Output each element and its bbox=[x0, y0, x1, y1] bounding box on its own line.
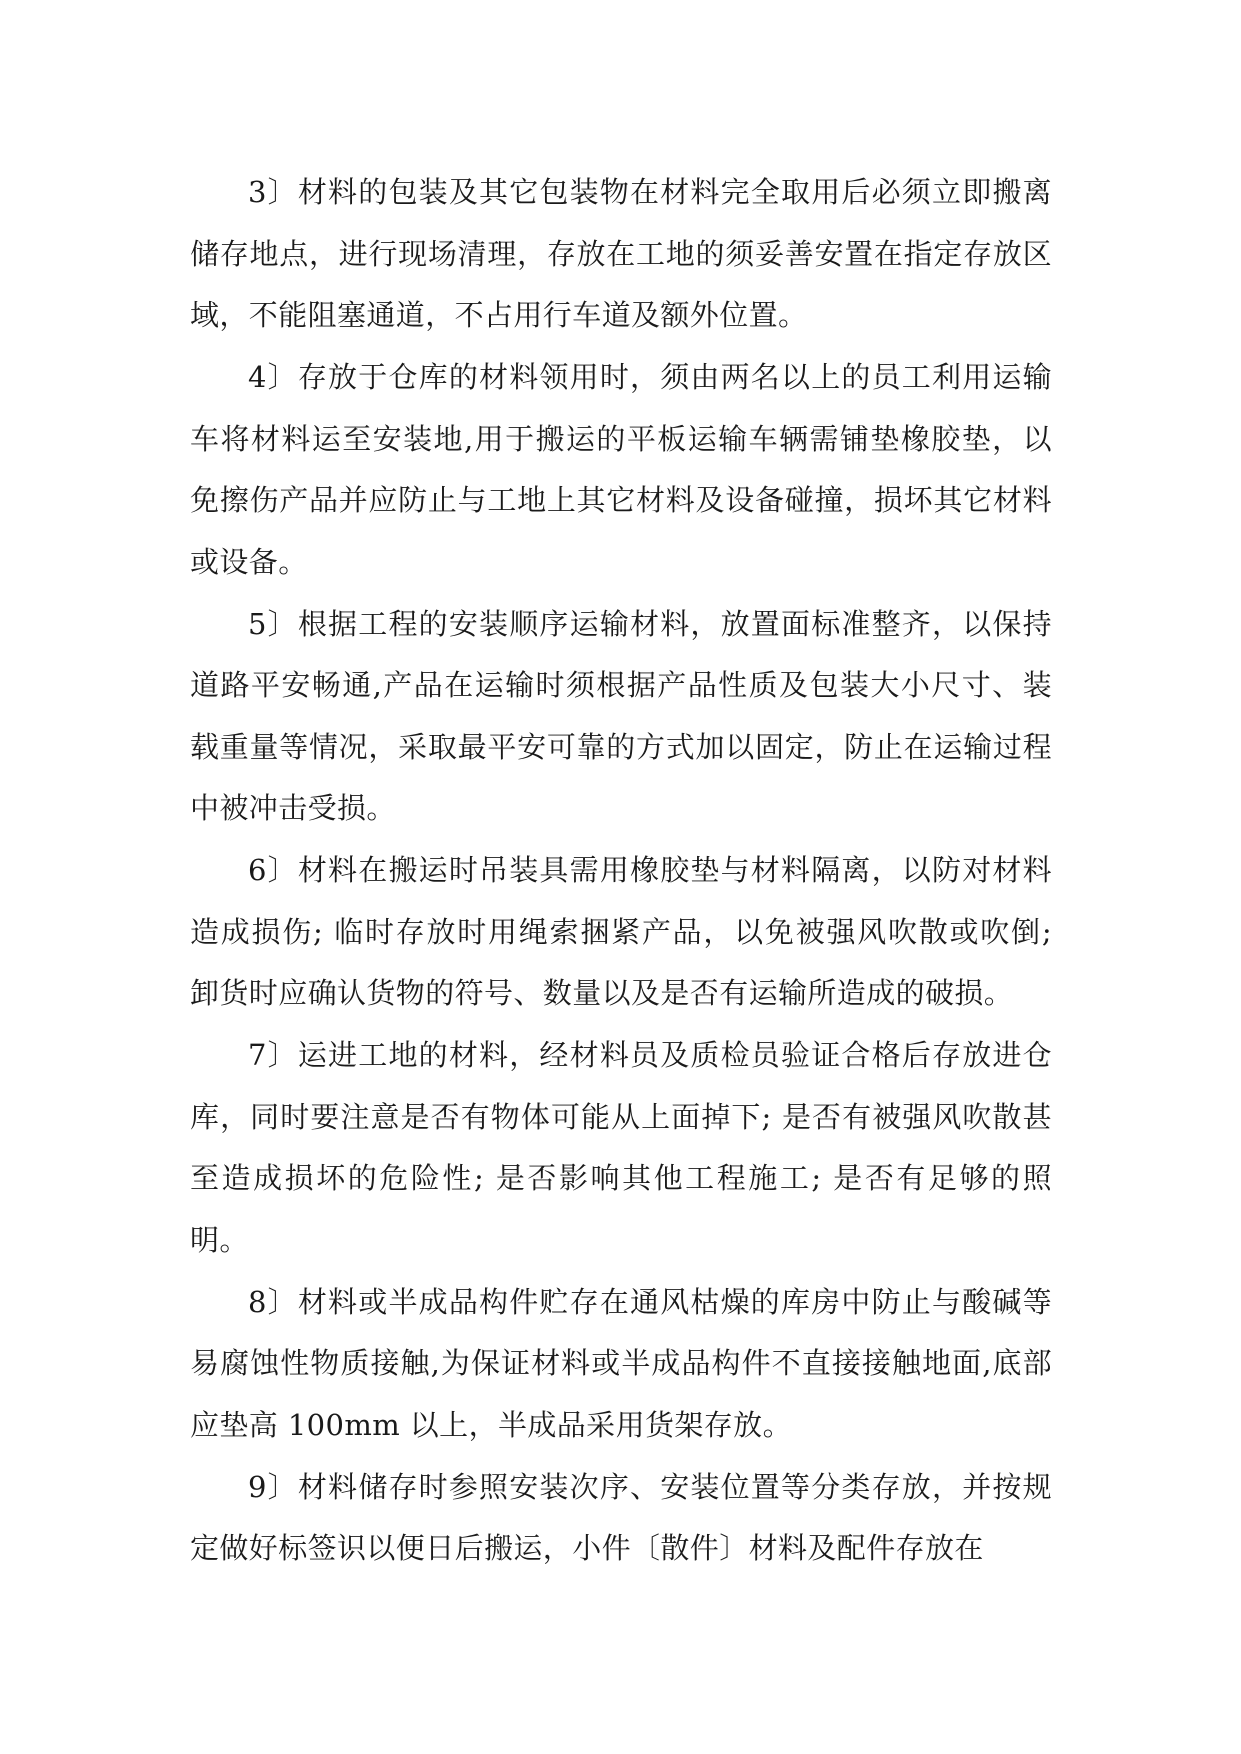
paragraph-5: 5〕根据工程的安装顺序运输材料，放置面标准整齐，以保持道路平安畅通,产品在运输时须根据产品性质及包装大小尺寸、装载重量等情况，采取最平安可靠的方式加以固定，防止在运输过程中被冲击受损。 bbox=[190, 606, 1052, 825]
document-body bbox=[190, 162, 1052, 1580]
paragraph-6: 6〕材料在搬运时吊装具需用橡胶垫与材料隔离，以防对材料造成损伤; 临时存放时用绳索捆紧产品，以免被强风吹散或吹倒; 卸货时应确认货物的符号、数量以及是否有运输所造成的破损。 bbox=[190, 853, 1052, 1010]
paragraph-3: 3〕材料的包装及其它包装物在材料完全取用后必须立即搬离储存地点，进行现场清理，存放在工地的须妥善安置在指定存放区域，不能阻塞通道，不占用行车道及额外位置。 bbox=[190, 175, 1052, 332]
paragraph-7: 7〕运进工地的材料，经材料员及质检员验证合格后存放进仓库，同时要注意是否有物体可能从上面掉下; 是否有被强风吹散甚至造成损坏的危险性; 是否影响其他工程施工; 是否有足够的照明。 bbox=[190, 1038, 1052, 1257]
paragraph-4: 4〕存放于仓库的材料领用时，须由两名以上的员工利用运输车将材料运至安装地,用于搬运的平板运输车辆需铺垫橡胶垫，以免擦伤产品并应防止与工地上其它材料及设备碰撞，损坏其它材料或设备。 bbox=[190, 360, 1052, 579]
paragraph-8: 8〕材料或半成品构件贮存在通风枯燥的库房中防止与酸碱等易腐蚀性物质接触,为保证材料或半成品构件不直接接触地面,底部应垫高 100mm 以上，半成品采用货架存放。 bbox=[190, 1284, 1052, 1442]
paragraph-9: 9〕材料储存时参照安装次序、安装位置等分类存放，并按规定做好标签识以便日后搬运，小件〔散件〕材料及配件存放在 bbox=[190, 1469, 1052, 1565]
